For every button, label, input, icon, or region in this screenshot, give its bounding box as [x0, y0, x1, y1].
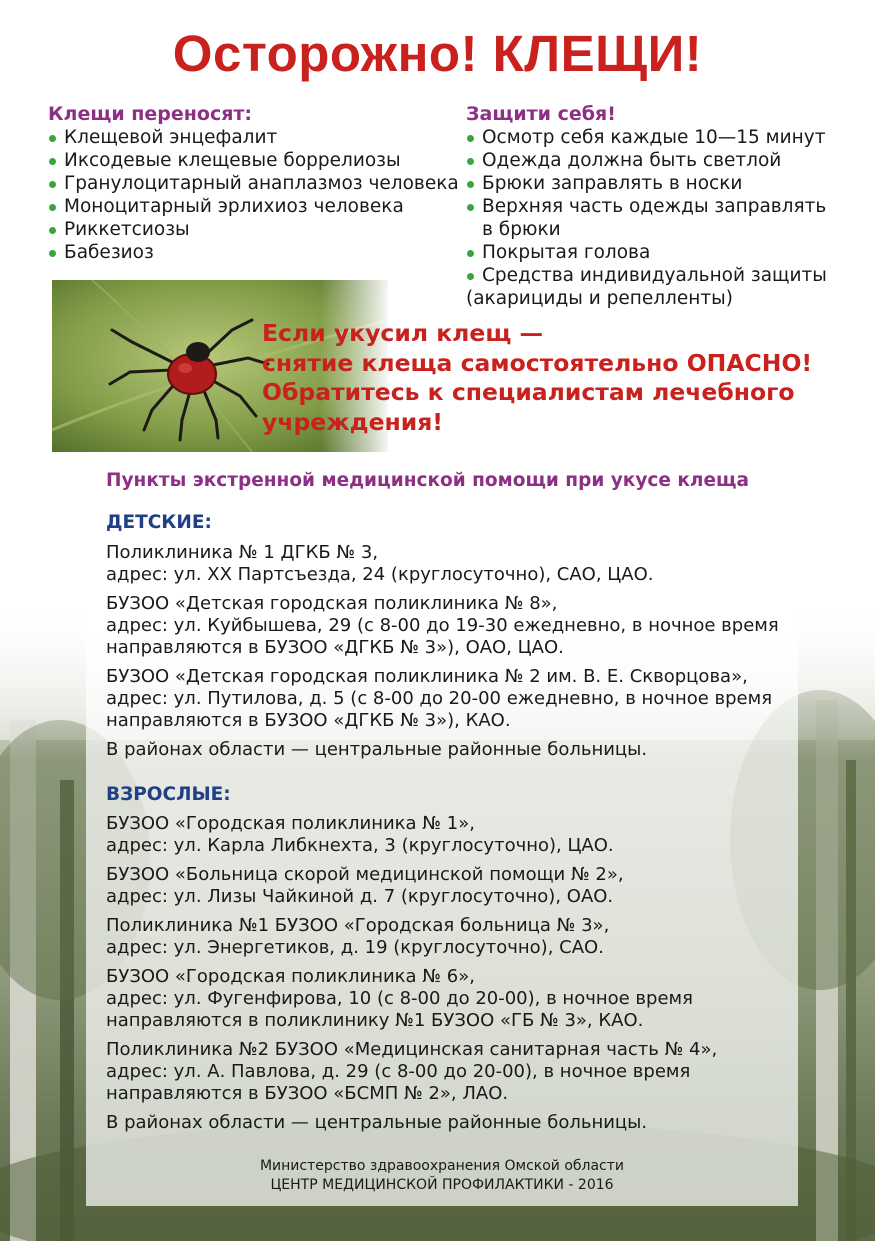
list-item: Верхняя часть одежды заправлять в брюки: [466, 195, 846, 241]
points-title: Пункты экстренной медицинской помощи при укусе клеща: [106, 470, 749, 491]
clinic-entry: Поликлиника № 1 ДГКБ № 3, адрес: ул. XX Партсъезда, 24 (круглосуточно), САО, ЦАО.: [106, 542, 654, 585]
bullet-icon: [467, 250, 474, 257]
footer-center: ЦЕНТР МЕДИЦИНСКОЙ ПРОФИЛАКТИКИ - 2016: [270, 1177, 614, 1193]
list-item: Риккетсиозы: [48, 218, 468, 241]
clinic-entry: БУЗОО «Детская городская поликлиника № 2 им. В. Е. Скворцова», адрес: ул. Путилова, д. 5 (с 8-00 до 20-00 ежедневно, в ночное время направляются в БУЗОО «ДГКБ № 3»), КАО.: [106, 666, 773, 731]
bullet-icon: [467, 204, 474, 211]
protect-list: [466, 126, 846, 310]
list-item: Покрытая голова: [466, 241, 846, 264]
list-item: Клещевой энцефалит: [48, 126, 468, 149]
clinic-entry: Поликлиника №2 БУЗОО «Медицинская санитарная часть № 4», адрес: ул. А. Павлова, д. 29 (с 8-00 до 20-00), в ночное время направляются в БУЗОО «БСМП № 2», ЛАО.: [106, 1039, 718, 1104]
clinic-entry: В районах области — центральные районные больницы.: [106, 1112, 648, 1133]
clinic-entry: БУЗОО «Городская поликлиника № 1», адрес: ул. Карла Либкнехта, 3 (круглосуточно), ЦАО.: [106, 813, 614, 856]
bullet-icon: [49, 181, 56, 188]
bullet-icon: [49, 204, 56, 211]
warning-line: Если укусил клещ —: [262, 319, 543, 347]
carry-heading: Клещи переносят:: [48, 103, 253, 125]
clinic-entry: БУЗОО «Больница скорой медицинской помощи № 2», адрес: ул. Лизы Чайкиной д. 7 (круглосуточно), ОАО.: [106, 864, 624, 907]
list-item: Одежда должна быть светлой: [466, 149, 846, 172]
clinic-entry: БУЗОО «Городская поликлиника № 6», адрес: ул. Фугенфирова, 10 (с 8-00 до 20-00), в ночное время направляются в поликлинику №1 БУЗОО «ГБ № 3», КАО.: [106, 966, 693, 1031]
adults-list: [106, 813, 806, 1141]
clinic-entry: БУЗОО «Детская городская поликлиника № 8», адрес: ул. Куйбышева, 29 (с 8-00 до 19-30 ежедневно, в ночное время направляются в БУЗОО «ДГКБ № 3»), ОАО, ЦАО.: [106, 593, 779, 658]
list-item: Гранулоцитарный анаплазмоз человека: [48, 172, 468, 195]
carry-list: [48, 126, 468, 264]
clinic-entry: Поликлиника №1 БУЗОО «Городская больница № 3», адрес: ул. Энергетиков, д. 19 (круглосуточно), САО.: [106, 915, 610, 958]
warning-line: Обратитесь к специалистам лечебного: [262, 378, 795, 406]
bullet-icon: [467, 181, 474, 188]
clinic-entry: В районах области — центральные районные больницы.: [106, 739, 648, 760]
bullet-icon: [467, 273, 474, 280]
list-item: Осмотр себя каждые 10—15 минут: [466, 126, 846, 149]
warning-line: учреждения!: [262, 407, 444, 436]
bullet-icon: [467, 158, 474, 165]
bite-warning: [262, 319, 862, 437]
warning-line: снятие клеща самостоятельно ОПАСНО!: [262, 348, 813, 377]
list-item: Брюки заправлять в носки: [466, 172, 846, 195]
children-list: [106, 542, 806, 768]
footer: [86, 1157, 798, 1195]
list-item: Средства индивидуальной защиты (акарициды и репелленты): [466, 265, 827, 309]
page-title: Осторожно! КЛЕЩИ!: [172, 25, 703, 82]
bullet-icon: [467, 135, 474, 142]
list-item: Бабезиоз: [48, 241, 468, 264]
list-item: Моноцитарный эрлихиоз человека: [48, 195, 468, 218]
adults-heading: ВЗРОСЛЫЕ:: [106, 784, 231, 805]
bullet-icon: [49, 158, 56, 165]
bullet-icon: [49, 135, 56, 142]
protect-heading: Защити себя!: [466, 103, 616, 125]
list-item: Иксодевые клещевые боррелиозы: [48, 149, 468, 172]
children-heading: ДЕТСКИЕ:: [106, 512, 212, 533]
bullet-icon: [49, 227, 56, 234]
footer-ministry: Министерство здравоохранения Омской области: [259, 1158, 625, 1174]
bullet-icon: [49, 250, 56, 257]
